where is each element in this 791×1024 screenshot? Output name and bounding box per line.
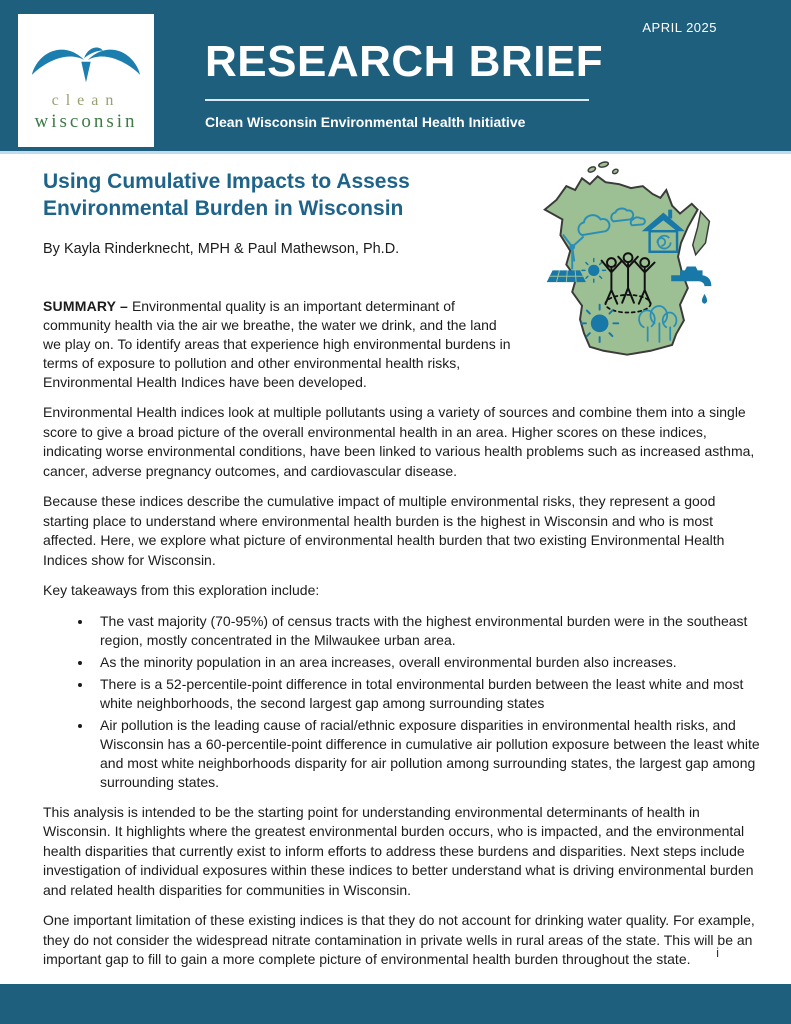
wisconsin-map-figure xyxy=(533,160,760,372)
bullet-item: • There is a 52-percentile-point difference in total environmental burden between the least white and most white neighborhoods, the second largest gap among surrounding states xyxy=(93,675,760,713)
footer-band xyxy=(0,984,791,1024)
bullet-item: • Air pollution is the leading cause of racial/ethnic exposure disparities in environmental health risks, and Wisconsin has a 60-percentile-point difference in cumulative air pollution exposure between the least white and most white neighborhoods disparity for air pollution among surrounding states, the largest gap among surrounding states. xyxy=(93,716,760,792)
issue-date: APRIL 2025 xyxy=(642,20,717,35)
banner-title: RESEARCH BRIEF xyxy=(205,37,604,86)
bullet-item: • As the minority population in an area increases, overall environmental burden also increases. xyxy=(93,653,760,672)
page-number: i xyxy=(716,945,719,960)
article-title-line1: Using Cumulative Impacts to Assess xyxy=(43,170,410,193)
bullet-item: • The vast majority (70-95%) of census tracts with the highest environmental burden were in the southeast region, mostly concentrated in the Milwaukee urban area. xyxy=(93,612,760,650)
article-title-line2: Environmental Burden in Wisconsin xyxy=(43,197,404,220)
banner-subtitle: Clean Wisconsin Environmental Health Initiative xyxy=(205,114,526,130)
takeaway-list xyxy=(43,612,760,792)
clean-wisconsin-logo xyxy=(18,14,154,147)
intro-section xyxy=(43,154,760,392)
solar-panel-icon xyxy=(547,270,586,282)
banner-divider xyxy=(205,99,589,101)
summary-label: SUMMARY – xyxy=(43,298,129,314)
summary-text: Environmental quality is an important determinant of community health via the air we breathe, the water we drink, and the land we play on. To identify areas that experience high environmental burdens in terms of exposure to pollution and other environmental health risks, Environmental Health Indices have been developed. xyxy=(43,298,511,390)
wisconsin-state-shape xyxy=(545,176,698,354)
summary-paragraph xyxy=(43,297,513,392)
logo-text-wisconsin: wisconsin xyxy=(34,111,138,132)
body-paragraph: One important limitation of these existing indices is that they do not account for drinking water quality. For example, they do not consider the widespread nitrate contamination in private wells in rural areas of the state. This will be an important gap to fill to gain a more complete picture of environmental health burden throughout the state. xyxy=(43,912,755,967)
body-paragraph: This analysis is intended to be the starting point for understanding environmental determinants of health in Wisconsin. It highlights where the greatest environmental burden occurs, who is impacted, and the environmental health disparities that currently exist to inform efforts to address these burdens and disparities. Next steps include investigation of individual exposures within these indices to better understand what is driving environmental burden and related health disparities for communities in Wisconsin. xyxy=(43,803,754,898)
header-banner xyxy=(0,0,791,154)
logo-text-clean: clean xyxy=(51,92,121,109)
bird-logo-icon xyxy=(30,28,142,90)
sun-icon xyxy=(581,305,618,342)
takeaways-intro: Key takeaways from this exploration include: xyxy=(43,582,320,598)
byline: By Kayla Rinderknecht, MPH & Paul Mathewson, Ph.D. xyxy=(43,241,400,257)
body-paragraph: Because these indices describe the cumulative impact of multiple environmental risks, they represent a good starting place to understand where environmental health burden is the highest in Wisconsin and who is most affected. Here, we explore what picture of environmental health burden that two existing Environmental Health Indices show for Wisconsin. xyxy=(43,493,725,568)
article-body xyxy=(0,154,791,970)
article-title xyxy=(43,168,521,222)
body-paragraph: Environmental Health indices look at multiple pollutants using a variety of sources and combine them into a single score to give a broad picture of the overall environmental health in an area. Higher scores on these indices, indicating worse environmental conditions, have been linked to various health problems such as increased asthma, cancer, adverse pregnancy outcomes, and cardiovascular disease. xyxy=(43,404,755,479)
